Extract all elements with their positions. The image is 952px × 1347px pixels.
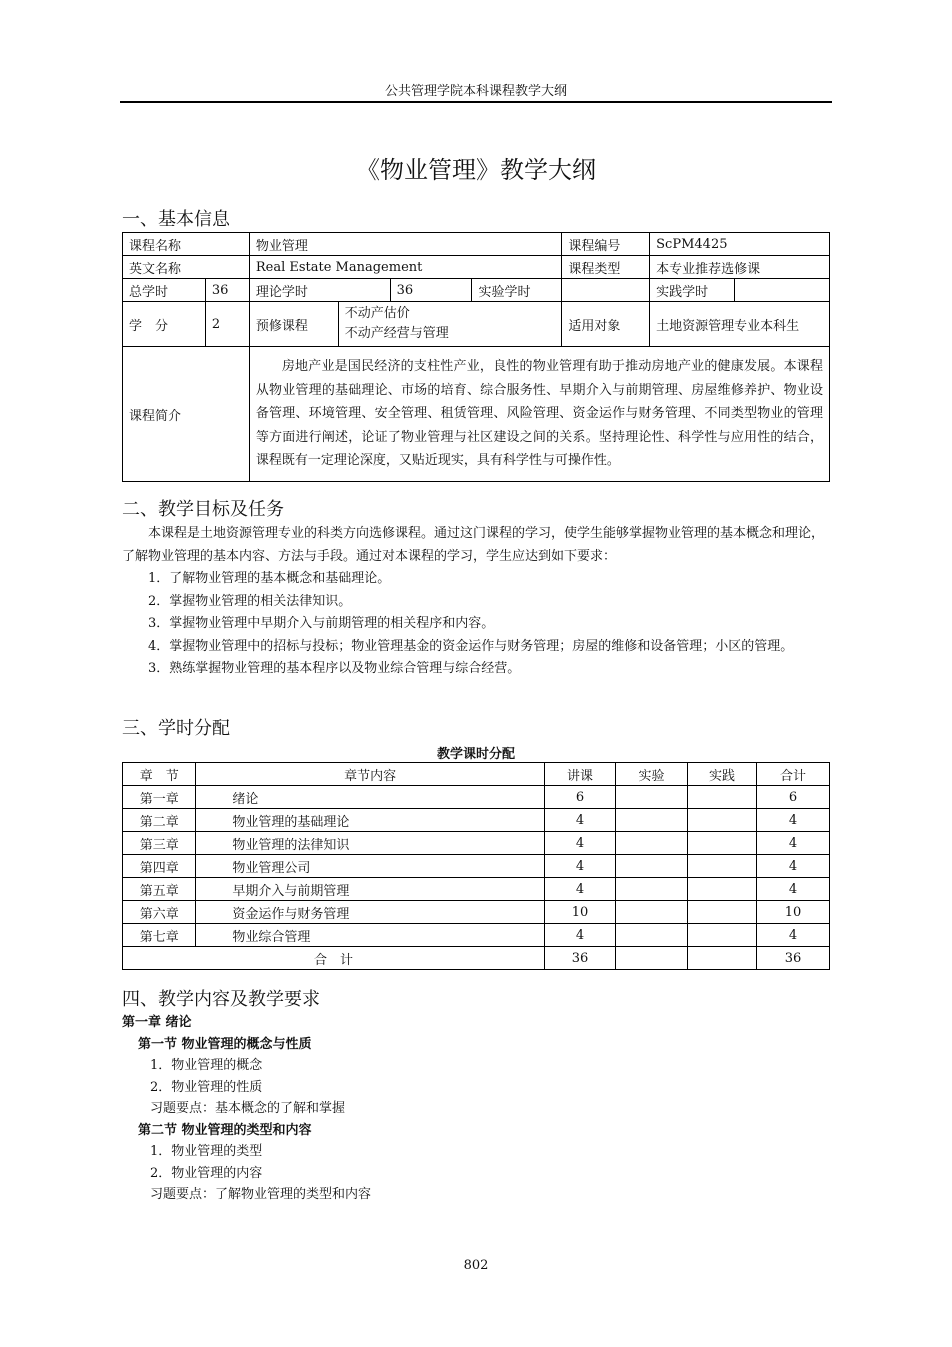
objective-item: 1．了解物业管理的基本概念和基础理论。 bbox=[148, 571, 391, 586]
prereq-label: 预修课程 bbox=[249, 302, 338, 347]
lecture-cell: 4 bbox=[544, 924, 615, 947]
practice-cell bbox=[687, 878, 756, 901]
theory-hours-label: 理论学时 bbox=[249, 279, 390, 302]
header-rule bbox=[120, 101, 832, 103]
lab-cell bbox=[616, 878, 688, 901]
chapter-title: 第一章 绪论 bbox=[122, 1015, 192, 1030]
info-row-english bbox=[123, 256, 830, 279]
basic-info-table bbox=[122, 232, 830, 482]
lecture-cell: 4 bbox=[544, 832, 615, 855]
list-item: 1．物业管理的概念 bbox=[150, 1058, 263, 1073]
content-cell: 物业管理的法律知识 bbox=[196, 832, 545, 855]
content-cell: 物业综合管理 bbox=[196, 924, 545, 947]
intro-label: 课程简介 bbox=[123, 347, 250, 482]
content-cell: 物业管理的基础理论 bbox=[196, 809, 545, 832]
table-row bbox=[123, 924, 830, 947]
chapter-cell: 第五章 bbox=[123, 878, 196, 901]
objective-item: 4．掌握物业管理中的招标与投标；物业管理基金的资金运作与财务管理；房屋的维修和设备管理；小区的管理。 bbox=[148, 638, 794, 654]
section2-intro: 本课程是土地资源管理专业的科类方向选修课程。通过这门课程的学习，使学生能够掌握物业管理的基本概念和理论，了解物业管理的基本内容、方法与手段。通过对本课程的学习，学生应达到如下要求： bbox=[122, 526, 825, 564]
course-name-label: 课程名称 bbox=[123, 233, 250, 256]
lab-cell bbox=[616, 901, 688, 924]
list-item: 2．物业管理的性质 bbox=[150, 1079, 263, 1095]
prereq-item-2: 不动产经营与管理 bbox=[344, 326, 449, 341]
section4-body bbox=[122, 1012, 830, 1206]
total-sum: 36 bbox=[756, 947, 829, 970]
total-lab bbox=[616, 947, 688, 970]
objective-item: 2．掌握物业管理的相关法律知识。 bbox=[148, 593, 352, 609]
hours-table-caption: 教学课时分配 bbox=[436, 747, 515, 762]
table-row bbox=[123, 901, 830, 924]
column-header: 章 节 bbox=[123, 763, 196, 786]
practice-cell bbox=[687, 855, 756, 878]
lecture-cell: 6 bbox=[544, 786, 615, 809]
sum-cell: 6 bbox=[756, 786, 829, 809]
hours-header-row bbox=[123, 763, 830, 786]
hours-table bbox=[122, 762, 830, 970]
lab-hours-label: 实验学时 bbox=[472, 279, 562, 302]
content-cell: 资金运作与财务管理 bbox=[196, 901, 545, 924]
running-header: 公共管理学院本科课程教学大纲 bbox=[384, 84, 567, 99]
sum-cell: 4 bbox=[756, 809, 829, 832]
lecture-cell: 4 bbox=[544, 809, 615, 832]
column-header: 讲课 bbox=[544, 763, 615, 786]
section4-heading: 四、教学内容及教学要求 bbox=[122, 989, 320, 1010]
total-hours-label: 总学时 bbox=[123, 279, 206, 302]
practice-hours-value bbox=[735, 279, 830, 302]
sum-cell: 4 bbox=[756, 855, 829, 878]
chapter-cell: 第一章 bbox=[123, 786, 196, 809]
section2-heading: 二、教学目标及任务 bbox=[122, 499, 284, 520]
list-item: 1．物业管理的类型 bbox=[150, 1144, 263, 1159]
column-header: 实践 bbox=[687, 763, 756, 786]
page-number: 802 bbox=[463, 1258, 489, 1273]
section1-heading: 一、基本信息 bbox=[122, 209, 230, 230]
lecture-cell: 4 bbox=[544, 855, 615, 878]
course-name-value: 物业管理 bbox=[249, 233, 561, 256]
section-title: 第二节 物业管理的类型和内容 bbox=[138, 1122, 312, 1138]
table-row bbox=[123, 832, 830, 855]
exercise-note: 习题要点：了解物业管理的类型和内容 bbox=[150, 1187, 372, 1202]
content-cell: 绪论 bbox=[196, 786, 545, 809]
lab-hours-value bbox=[562, 279, 650, 302]
sum-cell: 4 bbox=[756, 832, 829, 855]
document-title: 《物业管理》教学大纲 bbox=[356, 156, 596, 184]
course-type-value: 本专业推荐选修课 bbox=[650, 256, 830, 279]
course-code-label: 课程编号 bbox=[562, 233, 650, 256]
prereq-value bbox=[338, 302, 562, 347]
total-row bbox=[123, 947, 830, 970]
lecture-cell: 4 bbox=[544, 878, 615, 901]
exercise-note: 习题要点：基本概念的了解和掌握 bbox=[150, 1101, 346, 1116]
chapter-cell: 第二章 bbox=[123, 809, 196, 832]
total-label: 合 计 bbox=[123, 947, 545, 970]
section-title: 第一节 物业管理的概念与性质 bbox=[138, 1036, 312, 1052]
practice-cell bbox=[687, 786, 756, 809]
chapter-cell: 第六章 bbox=[123, 901, 196, 924]
table-row bbox=[123, 878, 830, 901]
credit-label: 学 分 bbox=[123, 302, 206, 347]
practice-hours-label: 实践学时 bbox=[650, 279, 735, 302]
section2-body bbox=[122, 523, 830, 681]
column-header: 实验 bbox=[616, 763, 688, 786]
lab-cell bbox=[616, 924, 688, 947]
course-code-value: ScPM4425 bbox=[650, 233, 830, 256]
target-value: 土地资源管理专业本科生 bbox=[650, 302, 830, 347]
practice-cell bbox=[687, 809, 756, 832]
sum-cell: 10 bbox=[756, 901, 829, 924]
info-row-credit bbox=[123, 302, 830, 347]
table-row bbox=[123, 786, 830, 809]
intro-text: 房地产业是国民经济的支柱性产业，良性的物业管理有助于推动房地产业的健康发展。本课程从物业管理的基础理论、市场的培育、综合服务性、早期介入与前期管理、房屋维修养护、物业设备管理、环境管理、安全管理、租赁管理、风险管理、资金运作与财务管理、不同类型物业的管理等方面进行阐述，论证了物业管理与社区建设之间的关系。坚持理论性、科学性与应用性的结合，课程既有一定理论深度，又贴近现实，具有科学性与可操作性。 bbox=[249, 347, 829, 482]
table-row bbox=[123, 855, 830, 878]
course-type-label: 课程类型 bbox=[562, 256, 650, 279]
theory-hours-value: 36 bbox=[390, 279, 472, 302]
english-name-value: Real Estate Management bbox=[249, 256, 561, 279]
chapter-cell: 第三章 bbox=[123, 832, 196, 855]
content-cell: 早期介入与前期管理 bbox=[196, 878, 545, 901]
content-cell: 物业管理公司 bbox=[196, 855, 545, 878]
total-lecture: 36 bbox=[544, 947, 615, 970]
lecture-cell: 10 bbox=[544, 901, 615, 924]
target-label: 适用对象 bbox=[562, 302, 650, 347]
total-practice bbox=[687, 947, 756, 970]
chapter-cell: 第四章 bbox=[123, 855, 196, 878]
lab-cell bbox=[616, 809, 688, 832]
info-row-intro bbox=[123, 347, 830, 482]
objective-item: 3．熟练掌握物业管理的基本程序以及物业综合管理与综合经营。 bbox=[148, 661, 521, 676]
column-header: 章节内容 bbox=[196, 763, 545, 786]
lab-cell bbox=[616, 855, 688, 878]
total-hours-value: 36 bbox=[205, 279, 249, 302]
sum-cell: 4 bbox=[756, 924, 829, 947]
chapter-cell: 第七章 bbox=[123, 924, 196, 947]
lab-cell bbox=[616, 832, 688, 855]
practice-cell bbox=[687, 832, 756, 855]
list-item: 2．物业管理的内容 bbox=[150, 1165, 263, 1181]
column-header: 合计 bbox=[756, 763, 829, 786]
lab-cell bbox=[616, 786, 688, 809]
english-name-label: 英文名称 bbox=[123, 256, 250, 279]
practice-cell bbox=[687, 901, 756, 924]
objective-item: 3．掌握物业管理中早期介入与前期管理的相关程序和内容。 bbox=[148, 616, 495, 631]
info-row-hours bbox=[123, 279, 830, 302]
credit-value: 2 bbox=[205, 302, 249, 347]
practice-cell bbox=[687, 924, 756, 947]
section3-heading: 三、学时分配 bbox=[122, 718, 230, 739]
prereq-item-1: 不动产估价 bbox=[344, 306, 410, 321]
sum-cell: 4 bbox=[756, 878, 829, 901]
table-row bbox=[123, 809, 830, 832]
info-row-name bbox=[123, 233, 830, 256]
